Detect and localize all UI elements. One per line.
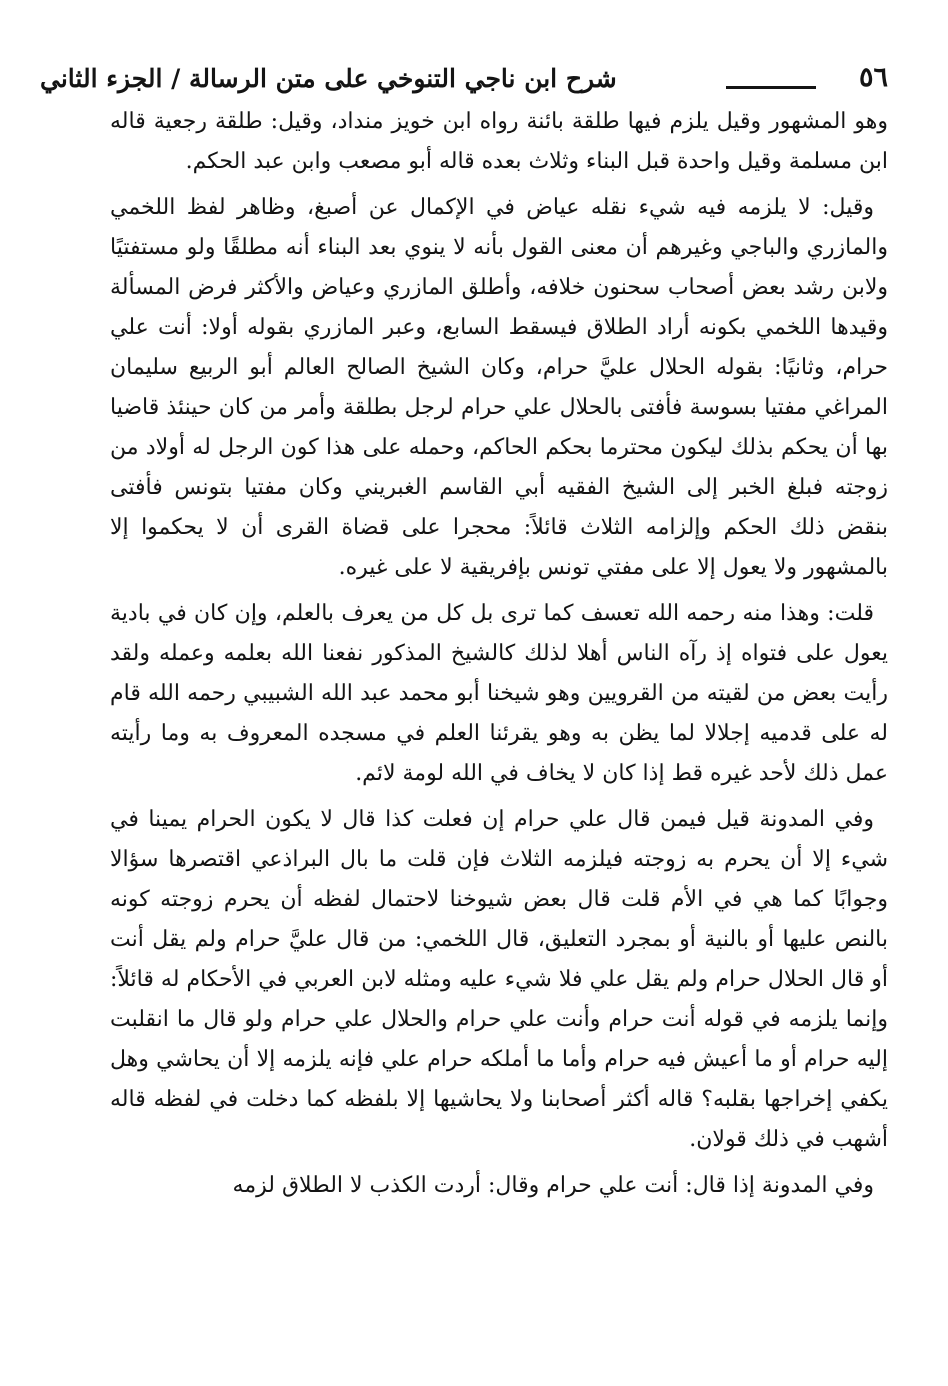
page-header	[40, 60, 888, 102]
paragraph-3: قلت: وهذا منه رحمه الله تعسف كما ترى بل كل من يعرف بالعلم، وإن كان في بادية يعول على فتواه إذ رآه الناس أهلا لذلك كالشيخ المذكور نفعنا الله بعلمه وعمله ولقد رأيت بعض من لقيته من القرويين وهو شيخنا أبو محمد عبد الله الشبيبي رحمه الله قام له على قدميه إجلالا لما يظن به وهو يقرئنا العلم في مسجده المعروف به وما رأيته عمل ذلك لأحد غيره قط إذا كان لا يخاف في الله لومة لائم.	[110, 601, 888, 786]
running-title: شرح ابن ناجي التنوخي على متن الرسالة / الجزء الثاني	[40, 64, 617, 93]
header-rule	[726, 86, 816, 89]
paragraph-4: وفي المدونة قيل فيمن قال علي حرام إن فعلت كذا قال لا يكون الحرام يمينا في شيء إلا أن يحرم به زوجته فيلزمه الثلاث فإن قلت ما بال البراذعي اقتصرها سؤالا وجوابًا كما هي في الأم قلت قال بعض شيوخنا لاحتمال لفظه أن يحرم زوجته كونه بالنص عليها أو بالنية أو بمجرد التعليق، قال اللخمي: من قال عليَّ حرام ولم يقل أنت أو قال الحلال حرام ولم يقل علي فلا شيء عليه ومثله لابن العربي في الأحكام له قائلاً: وإنما يلزمه في قوله أنت حرام وأنت علي حرام والحلال علي حرام ولو قال ما انقلبت إليه حرام أو ما أعيش فيه حرام وأما ما أملكه حرام علي فإنه يلزمه إلا أن يحاشي وهل يكفي إخراجها بقلبه؟ قاله أكثر أصحابنا ولا يحاشيها إلا بلفظه كما دخلت في لفظه قاله أشهب في ذلك قولان.	[110, 807, 888, 1152]
book-page	[40, 60, 888, 1212]
paragraph-1: وهو المشهور وقيل يلزم فيها طلقة بائنة رواه ابن خويز منداد، وقيل: طلقة رجعية قاله ابن مسلمة وقيل واحدة قبل البناء وثلاث بعده قاله أبو مصعب وابن عبد الحكم.	[110, 109, 888, 174]
paragraph-5: وفي المدونة إذا قال: أنت علي حرام وقال: أردت الكذب لا الطلاق لزمه	[232, 1173, 874, 1198]
paragraph-2: وقيل: لا يلزمه فيه شيء نقله عياض في الإكمال عن أصبغ، وظاهر لفظ اللخمي والمازري والباجي وغيرهم أن معنى القول بأنه لا ينوي بعد البناء أنه مطلقًا ولو مستفتيًا ولابن رشد بعض أصحاب سحنون خلافه، وأطلق المازري وعياض والأكثر فرض المسألة وقيدها اللخمي بكونه أراد الطلاق فيسقط السابع، وعبر المازري بقوله أولا: أنت علي حرام، وثانيًا: بقوله الحلال عليَّ حرام، وكان الشيخ الصالح العالم أبو الربيع سليمان المراغي مفتيا بسوسة فأفتى بالحلال علي حرام لرجل بطلقة وأمر من كان حينئذ قاضيا بها أن يحكم بذلك ليكون محترما بحكم الحاكم، وحمله على هذا كون الرجل له أولاد من زوجته فبلغ الخبر إلى الشيخ الفقيه أبي القاسم الغبريني وكان مفتيا بتونس فأفتى بنقض ذلك الحكم وإلزامه الثلاث قائلاً: محجرا على قضاة القرى أن لا يحكموا إلا بالمشهور ولا يعول إلا على مفتي تونس بإفريقية لا على غيره.	[110, 195, 888, 580]
page-number: ٥٦	[858, 62, 888, 93]
